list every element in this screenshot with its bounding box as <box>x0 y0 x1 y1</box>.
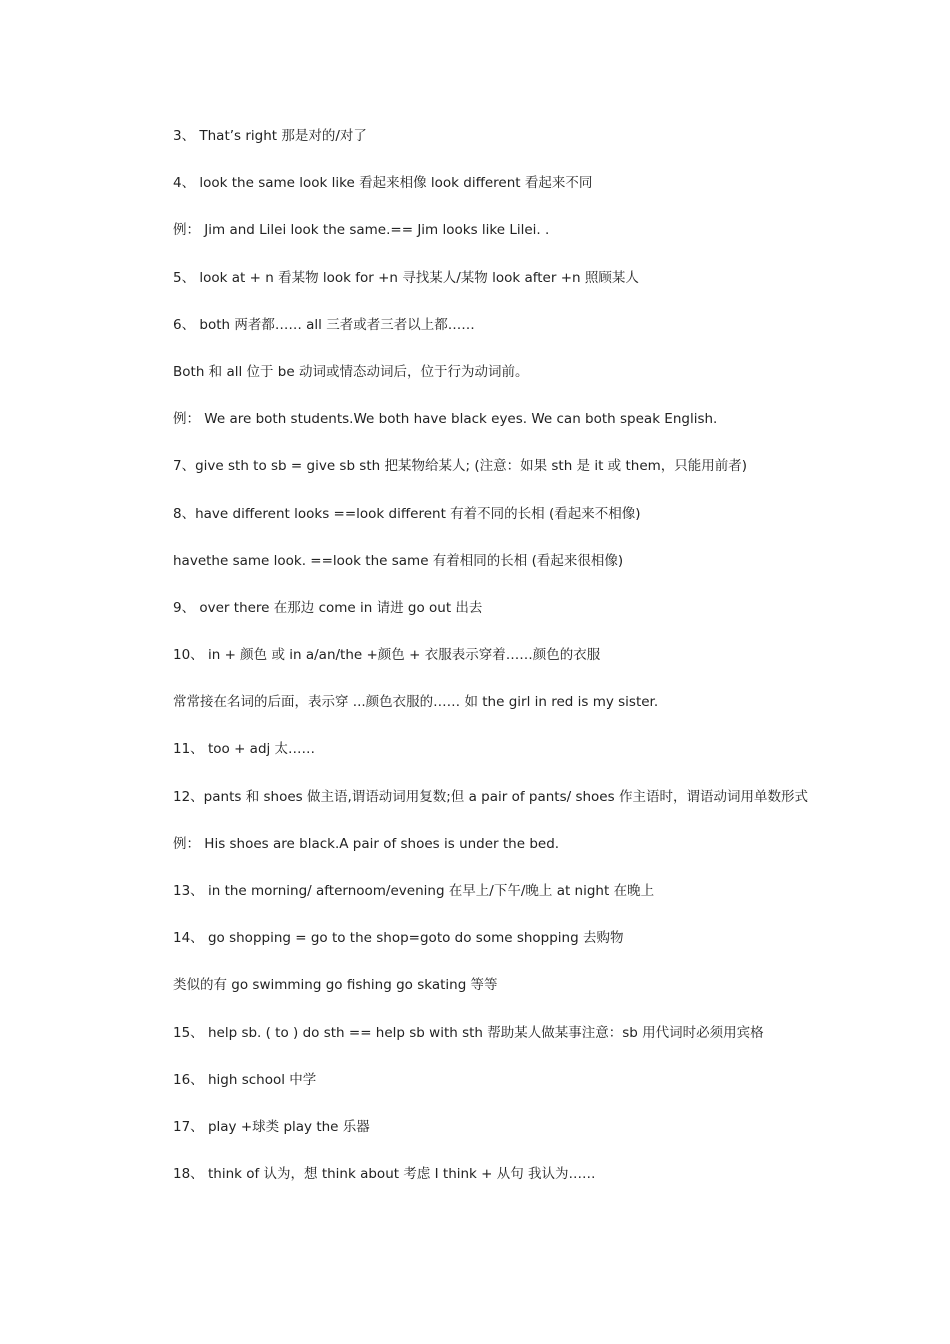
note-line: 例： His shoes are black.A pair of shoes is under the bed. <box>173 835 560 852</box>
note-line: 8、have different looks ==look different 有着不同的长相 (看起来不相像) <box>173 505 641 522</box>
note-line: havethe same look. ==look the same 有着相同的长相 (看起来很相像) <box>173 552 624 569</box>
notes-list <box>173 124 873 1209</box>
note-line: 18、 think of 认为，想 think about 考虑 I think + 从句 我认为…… <box>173 1166 596 1183</box>
note-line: 15、 help sb. ( to ) do sth == help sb with sth 帮助某人做某事注意：sb 用代词时必须用宾格 <box>173 1024 764 1041</box>
note-line: 5、 look at + n 看某物 look for +n 寻找某人/某物 look after +n 照顾某人 <box>173 269 639 286</box>
note-line: 4、 look the same look like 看起来相像 look different 看起来不同 <box>173 175 593 192</box>
note-line: 13、 in the morning/ afternoom/evening 在早上/下午/晚上 at night 在晚上 <box>173 883 655 899</box>
note-line: 7、give sth to sb = give sb sth 把某物给某人; (注意：如果 sth 是 it 或 them，只能用前者) <box>173 458 748 475</box>
note-line: 例： Jim and Lilei look the same.== Jim looks like Lilei. . <box>173 222 550 239</box>
note-line: 11、 too + adj 太…… <box>173 741 316 758</box>
note-line: 17、 play +球类 play the 乐器 <box>173 1118 370 1135</box>
note-line: 例： We are both students.We both have black eyes. We can both speak English. <box>173 411 718 428</box>
note-line: Both 和 all 位于 be 动词或情态动词后，位于行为动词前。 <box>173 363 529 380</box>
note-line: 3、 That’s right 那是对的/对了 <box>173 128 367 144</box>
note-line: 类似的有 go swimming go fishing go skating 等等 <box>173 977 498 994</box>
note-line: 常常接在名词的后面，表示穿 ...颜色衣服的…… 如 the girl in red is my sister. <box>173 694 659 711</box>
note-line: 14、 go shopping = go to the shop=goto do some shopping 去购物 <box>173 930 624 947</box>
note-line: 9、 over there 在那边 come in 请进 go out 出去 <box>173 599 483 616</box>
note-line: 6、 both 两者都…… all 三者或者三者以上都…… <box>173 316 475 333</box>
note-line: 16、 high school 中学 <box>173 1071 317 1088</box>
note-line: 10、 in + 颜色 或 in a/an/the +颜色 + 衣服表示穿着……颜色的衣服 <box>173 647 601 664</box>
note-line: 12、pants 和 shoes 做主语,谓语动词用复数;但 a pair of pants/ shoes 作主语时，谓语动词用单数形式 <box>173 788 808 805</box>
